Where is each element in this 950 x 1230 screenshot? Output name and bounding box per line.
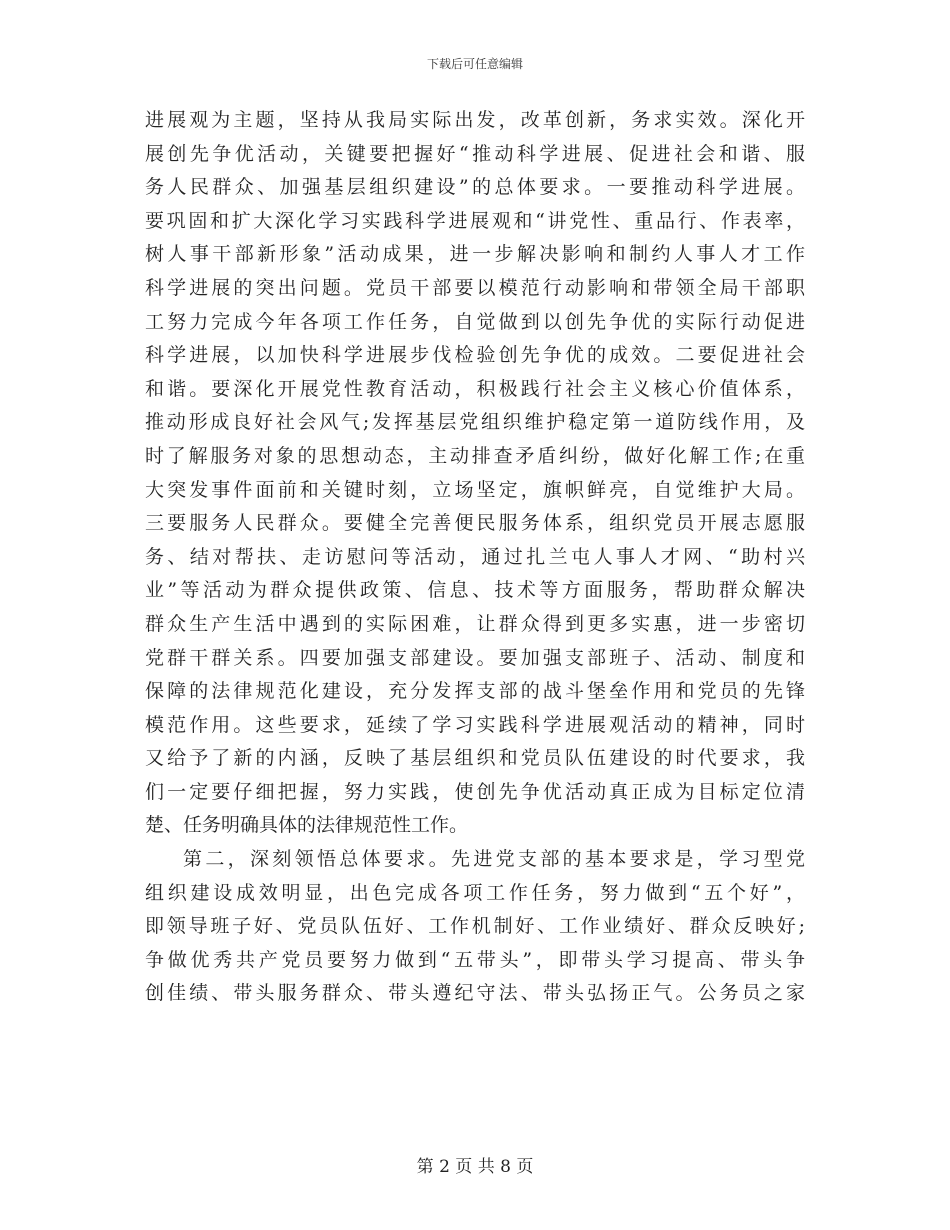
text-line: 保障的法律规范化建设，充分发挥支部的战斗堡垒作用和党员的先锋 — [145, 680, 805, 703]
text-line: 时了解服务对象的思想动态，主动排查矛盾纠纷，做好化解工作;在重 — [145, 444, 805, 467]
text-line: 模范作用。这些要求，延续了学习实践科学进展观活动的精神，同时 — [145, 713, 805, 736]
text-line: 科学进展的突出问题。党员干部要以模范行动影响和带领全局干部职 — [145, 276, 805, 299]
paragraph-1 — [145, 104, 805, 843]
page-header: 下载后可任意编辑 — [426, 57, 523, 71]
text-line: 务人民群众、加强基层组织建设”的总体要求。一要推动科学进展。 — [145, 176, 805, 199]
text-line: 和谐。要深化开展党性教育活动，积极践行社会主义核心价值体系， — [145, 377, 805, 400]
page-number: 第 2 页 共 8 页 — [416, 1157, 534, 1177]
text-line: 党群干群关系。四要加强支部建设。要加强支部班子、活动、制度和 — [145, 646, 805, 669]
text-line: 大突发事件面前和关键时刻，立场坚定，旗帜鲜亮，自觉维护大局。 — [145, 478, 805, 501]
text-line: 三要服务人民群众。要健全完善便民服务体系，组织党员开展志愿服 — [145, 512, 805, 535]
text-line: 创佳绩、带头服务群众、带头遵纪守法、带头弘扬正气。公务员之家 — [145, 982, 805, 1005]
text-line: 要巩固和扩大深化学习实践科学进展观和“讲党性、重品行、作表率， — [145, 209, 805, 232]
text-line: 推动形成良好社会风气;发挥基层党组织维护稳定第一道防线作用，及 — [145, 411, 805, 434]
text-line: 工努力完成今年各项工作任务，自觉做到以创先争优的实际行动促进 — [145, 310, 805, 333]
text-line: 又给予了新的内涵，反映了基层组织和党员队伍建设的时代要求，我 — [145, 747, 805, 770]
text-line: 务、结对帮扶、走访慰问等活动，通过扎兰屯人事人才网、“助村兴 — [145, 545, 805, 568]
text-line: 业”等活动为群众提供政策、信息、技术等方面服务，帮助群众解决 — [145, 579, 805, 602]
paragraph-2 — [145, 843, 805, 1011]
text-line: 争做优秀共产党员要努力做到“五带头”，即带头学习提高、带头争 — [145, 948, 805, 971]
text-line: 展创先争优活动，关键要把握好“推动科学进展、促进社会和谐、服 — [145, 142, 805, 165]
text-line: 第二，深刻领悟总体要求。先进党支部的基本要求是，学习型党 — [183, 848, 805, 871]
text-line: 楚、任务明确具体的法律规范性工作。 — [145, 814, 469, 837]
text-line: 组织建设成效明显，出色完成各项工作任务，努力做到“五个好”， — [145, 881, 805, 904]
text-line: 群众生产生活中遇到的实际困难，让群众得到更多实惠，进一步密切 — [145, 612, 805, 635]
text-line: 树人事干部新形象”活动成果，进一步解决影响和制约人事人才工作 — [145, 243, 805, 266]
text-line: 即领导班子好、党员队伍好、工作机制好、工作业绩好、群众反映好; — [145, 915, 805, 938]
text-line: 进展观为主题，坚持从我局实际出发，改革创新，务求实效。深化开 — [145, 109, 805, 131]
text-line: 们一定要仔细把握，努力实践，使创先争优活动真正成为目标定位清 — [145, 780, 805, 803]
document-body — [145, 104, 805, 1011]
text-line: 科学进展，以加快科学进展步伐检验创先争优的成效。二要促进社会 — [145, 344, 805, 367]
